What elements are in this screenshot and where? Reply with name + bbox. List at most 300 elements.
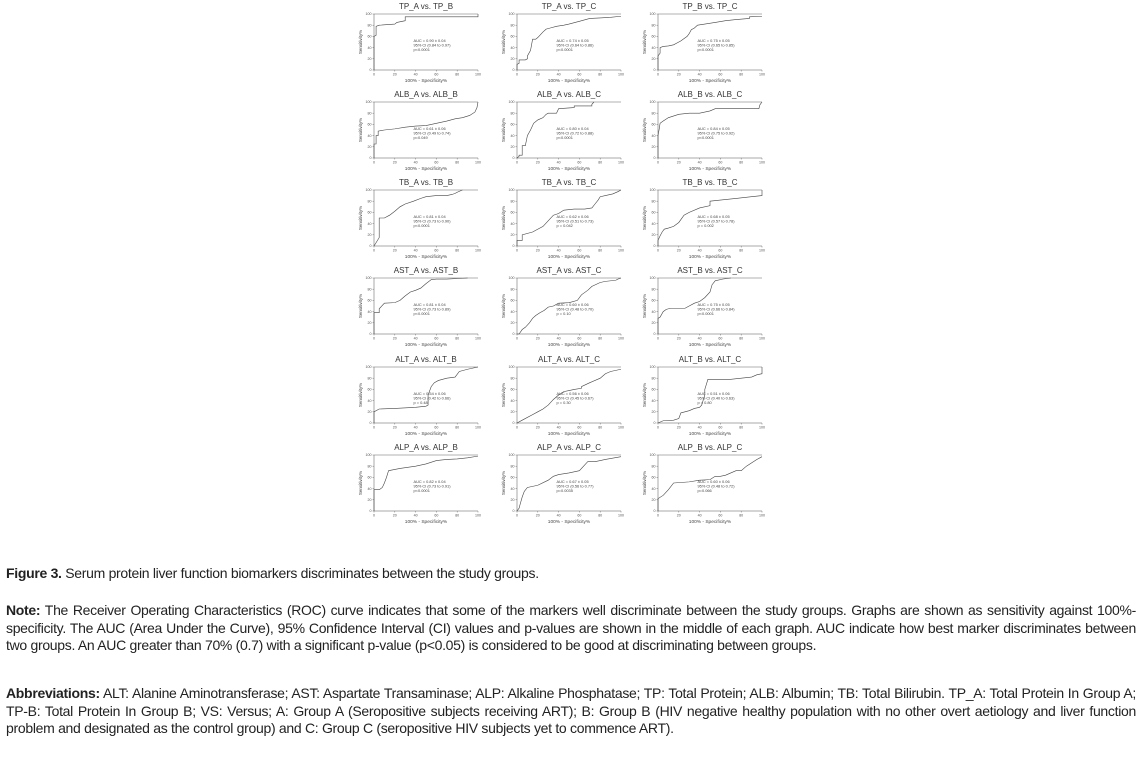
x-axis-label: 100% - Specificity% — [688, 167, 732, 172]
y-tick-label: 80 — [651, 23, 656, 28]
y-tick-label: 80 — [510, 199, 515, 204]
y-tick-label: 40 — [651, 133, 656, 138]
y-tick-label: 60 — [510, 387, 515, 392]
stat-line: AUC = 0.74 ± 0.05 — [556, 38, 589, 43]
y-tick-label: 20 — [651, 321, 656, 325]
x-axis-label: 100% - Specificity% — [404, 432, 448, 437]
roc-chart — [501, 0, 641, 92]
stat-line: AUC = 0.84 ± 0.05 — [697, 126, 730, 131]
stat-line: 95% CI (0.40 to 0.63) — [697, 395, 735, 401]
x-axis-label: 100% - Specificity% — [688, 343, 732, 348]
stat-line: AUC = 0.75 ± 0.05 — [697, 302, 730, 307]
y-tick-label: 40 — [367, 221, 372, 226]
y-tick-label: 60 — [510, 475, 515, 480]
x-tick-label: 60 — [434, 336, 439, 341]
roc-chart — [501, 441, 641, 533]
y-axis-label: Sensitivity% — [501, 117, 506, 143]
stat-line: AUC = 0.90 ± 0.04 — [413, 38, 446, 43]
chart-title: TB_A vs. TB_B — [398, 178, 454, 187]
roc-panel — [642, 0, 782, 90]
stat-line: p<0.0001 — [697, 135, 714, 141]
y-tick-label: 80 — [367, 464, 372, 469]
x-tick-label: 20 — [392, 425, 397, 430]
y-axis-label: Sensitivity% — [501, 205, 506, 231]
roc-chart — [358, 176, 498, 268]
x-tick-label: 20 — [392, 248, 397, 253]
x-tick-label: 60 — [718, 336, 723, 341]
x-tick-label: 40 — [556, 336, 561, 341]
y-tick-label: 80 — [510, 23, 515, 28]
y-tick-label: 60 — [510, 122, 515, 127]
x-tick-label: 40 — [413, 425, 418, 430]
stat-line: 95% CI (0.57 to 0.78) — [697, 218, 735, 224]
stat-line: p<0.0001 — [556, 135, 573, 141]
stat-line: p<0.0001 — [413, 311, 430, 317]
x-tick-label: 40 — [697, 248, 702, 253]
x-axis-label: 100% - Specificity% — [404, 255, 448, 260]
y-tick-label: 80 — [510, 464, 515, 469]
y-axis-label: Sensitivity% — [358, 293, 363, 319]
roc-panel — [358, 0, 498, 90]
y-tick-label: 0 — [369, 509, 372, 514]
x-tick-label: 60 — [718, 72, 723, 77]
chart-title: TB_B vs. TB_C — [682, 178, 738, 187]
y-tick-label: 20 — [651, 410, 656, 414]
y-tick-label: 0 — [653, 68, 656, 73]
y-tick-label: 20 — [510, 498, 515, 502]
y-axis-label: Sensitivity% — [642, 117, 647, 143]
y-tick-label: 40 — [651, 221, 656, 226]
y-tick-label: 60 — [651, 298, 656, 303]
y-tick-label: 60 — [367, 387, 372, 392]
note-text: The Receiver Operating Characteristics (ROC) curve indicates that some of the markers well discriminate between the study groups. Graphs are shown as sensitivity against 100%-specificity. The AUC (Area Under the Curve), 95% Confidence Interval (CI) values and p-values are shown in the middle of each graph. AUC indicate how best marker discriminates between two groups. An AUC greater than 70% (0.7) with a significant p-value (p<0.05) is considered to be good at discriminating between groups. — [6, 602, 1136, 653]
roc-chart — [642, 264, 782, 356]
y-tick-label: 60 — [651, 387, 656, 392]
x-tick-label: 20 — [676, 336, 681, 341]
y-tick-label: 20 — [367, 321, 372, 325]
stat-line: 95% CI (0.51 to 0.73) — [556, 218, 594, 224]
y-tick-label: 100 — [649, 276, 656, 281]
y-axis-label: Sensitivity% — [642, 293, 647, 319]
y-axis-label: Sensitivity% — [358, 205, 363, 231]
x-tick-label: 80 — [739, 425, 744, 430]
y-tick-label: 0 — [653, 421, 656, 426]
abbreviations-label: Abbreviations: — [6, 685, 100, 701]
y-tick-label: 40 — [367, 309, 372, 314]
x-tick-label: 80 — [598, 72, 603, 77]
y-tick-label: 0 — [512, 509, 515, 514]
roc-chart — [358, 0, 498, 92]
x-tick-label: 60 — [434, 425, 439, 430]
x-tick-label: 0 — [657, 336, 659, 341]
y-tick-label: 20 — [367, 410, 372, 414]
stat-line: 95% CI (0.84 to 0.97) — [413, 42, 451, 48]
chart-title: AST_B vs. AST_C — [677, 266, 743, 275]
x-tick-label: 40 — [697, 336, 702, 341]
y-tick-label: 60 — [651, 34, 656, 39]
y-tick-label: 20 — [651, 233, 656, 237]
stat-line: AUC = 0.82 ± 0.04 — [413, 479, 446, 484]
x-tick-label: 60 — [434, 160, 439, 165]
y-tick-label: 20 — [367, 145, 372, 149]
y-tick-label: 80 — [367, 23, 372, 28]
y-tick-label: 100 — [649, 12, 656, 17]
x-tick-label: 40 — [556, 160, 561, 165]
y-tick-label: 0 — [512, 332, 515, 337]
x-tick-label: 0 — [373, 248, 375, 253]
y-tick-label: 0 — [653, 156, 656, 161]
x-tick-label: 0 — [657, 160, 659, 165]
roc-panel — [501, 88, 641, 178]
roc-panel — [501, 353, 641, 443]
stat-line: 95% CI (0.75 to 0.92) — [697, 130, 735, 136]
x-tick-label: 80 — [455, 513, 460, 518]
stat-line: 95% CI (0.72 to 0.88) — [556, 130, 594, 136]
x-axis-label: 100% - Specificity% — [404, 167, 448, 172]
x-tick-label: 0 — [373, 513, 375, 518]
chart-title: ALT_A vs. ALT_B — [395, 355, 457, 364]
roc-chart — [358, 88, 498, 180]
x-tick-label: 20 — [535, 513, 540, 518]
x-tick-label: 100 — [759, 425, 765, 430]
x-tick-label: 20 — [392, 160, 397, 165]
x-tick-label: 0 — [516, 336, 518, 341]
stat-line: p=0.0035 — [556, 488, 573, 494]
x-axis-label: 100% - Specificity% — [547, 520, 591, 525]
x-tick-label: 0 — [657, 513, 659, 518]
y-axis-label: Sensitivity% — [358, 117, 363, 143]
x-tick-label: 40 — [697, 72, 702, 77]
note-label: Note: — [6, 602, 41, 618]
y-axis-label: Sensitivity% — [501, 382, 506, 408]
x-tick-label: 20 — [676, 160, 681, 165]
x-tick-label: 60 — [718, 513, 723, 518]
figure-abbreviations — [6, 685, 1136, 738]
roc-chart — [642, 0, 782, 92]
x-tick-label: 80 — [598, 248, 603, 253]
y-tick-label: 40 — [510, 486, 515, 491]
x-tick-label: 80 — [598, 160, 603, 165]
y-tick-label: 20 — [510, 410, 515, 414]
roc-panel — [358, 264, 498, 354]
y-tick-label: 60 — [367, 122, 372, 127]
roc-panel — [642, 441, 782, 531]
x-tick-label: 40 — [413, 513, 418, 518]
x-tick-label: 20 — [676, 248, 681, 253]
x-tick-label: 0 — [657, 425, 659, 430]
x-tick-label: 80 — [598, 513, 603, 518]
roc-panel — [642, 353, 782, 443]
y-tick-label: 20 — [367, 57, 372, 61]
x-tick-label: 0 — [516, 425, 518, 430]
x-tick-label: 80 — [455, 425, 460, 430]
x-tick-label: 60 — [577, 248, 582, 253]
x-tick-label: 0 — [516, 513, 518, 518]
roc-panel — [358, 88, 498, 178]
x-tick-label: 100 — [759, 248, 765, 253]
y-tick-label: 60 — [651, 122, 656, 127]
y-tick-label: 100 — [365, 188, 372, 193]
x-tick-label: 20 — [535, 248, 540, 253]
y-tick-label: 80 — [510, 111, 515, 116]
roc-chart — [642, 353, 782, 445]
chart-title: ALB_A vs. ALB_B — [394, 90, 458, 99]
y-tick-label: 40 — [651, 45, 656, 50]
y-axis-label: Sensitivity% — [501, 293, 506, 319]
y-tick-label: 60 — [510, 34, 515, 39]
y-tick-label: 20 — [510, 145, 515, 149]
y-tick-label: 100 — [649, 100, 656, 105]
y-tick-label: 20 — [510, 57, 515, 61]
y-tick-label: 100 — [508, 276, 515, 281]
y-tick-label: 40 — [367, 133, 372, 138]
stat-line: p<0.0001 — [556, 47, 573, 53]
chart-title: ALB_A vs. ALB_C — [536, 90, 602, 99]
x-tick-label: 60 — [718, 160, 723, 165]
x-tick-label: 0 — [373, 336, 375, 341]
y-tick-label: 40 — [651, 486, 656, 491]
y-tick-label: 0 — [512, 68, 515, 73]
x-tick-label: 20 — [392, 513, 397, 518]
x-tick-label: 100 — [475, 248, 481, 253]
x-tick-label: 20 — [676, 72, 681, 77]
y-tick-label: 60 — [510, 298, 515, 303]
y-tick-label: 0 — [369, 421, 372, 426]
y-tick-label: 20 — [651, 498, 656, 502]
y-axis-label: Sensitivity% — [642, 205, 647, 231]
x-tick-label: 40 — [556, 72, 561, 77]
y-tick-label: 100 — [365, 100, 372, 105]
figure-label: Figure 3. — [6, 565, 62, 581]
roc-panel — [358, 176, 498, 266]
y-tick-label: 20 — [367, 233, 372, 237]
x-axis-label: 100% - Specificity% — [404, 520, 448, 525]
roc-chart — [501, 264, 641, 356]
x-tick-label: 0 — [516, 160, 518, 165]
x-tick-label: 80 — [598, 336, 603, 341]
y-tick-label: 0 — [512, 421, 515, 426]
x-tick-label: 80 — [739, 336, 744, 341]
x-tick-label: 100 — [475, 72, 481, 77]
x-tick-label: 40 — [413, 72, 418, 77]
y-tick-label: 100 — [365, 276, 372, 281]
x-tick-label: 40 — [697, 513, 702, 518]
x-axis-label: 100% - Specificity% — [547, 343, 591, 348]
chart-title: AST_A vs. AST_C — [536, 266, 602, 275]
x-tick-label: 20 — [676, 513, 681, 518]
roc-panel — [501, 441, 641, 531]
x-axis-label: 100% - Specificity% — [688, 255, 732, 260]
x-tick-label: 20 — [676, 425, 681, 430]
x-tick-label: 100 — [759, 513, 765, 518]
y-tick-label: 40 — [510, 45, 515, 50]
y-tick-label: 0 — [369, 156, 372, 161]
y-tick-label: 40 — [510, 221, 515, 226]
x-tick-label: 20 — [535, 425, 540, 430]
x-tick-label: 60 — [577, 336, 582, 341]
x-tick-label: 100 — [618, 72, 624, 77]
stat-line: p=0.066 — [697, 488, 712, 494]
y-tick-label: 80 — [367, 199, 372, 204]
y-tick-label: 100 — [508, 12, 515, 17]
stat-line: AUC = 0.56 ± 0.06 — [556, 391, 589, 396]
x-tick-label: 60 — [434, 72, 439, 77]
roc-chart — [501, 88, 641, 180]
x-tick-label: 40 — [556, 248, 561, 253]
y-tick-label: 80 — [651, 111, 656, 116]
x-tick-label: 40 — [413, 160, 418, 165]
y-axis-label: Sensitivity% — [358, 382, 363, 408]
x-tick-label: 80 — [739, 72, 744, 77]
stat-line: p<0.0001 — [413, 488, 430, 494]
chart-title: TP_B vs. TP_C — [682, 2, 738, 11]
chart-title: ALT_B vs. ALT_C — [678, 355, 742, 364]
stat-line: AUC = 0.75 ± 0.05 — [697, 38, 730, 43]
abbreviations-text: ALT: Alanine Aminotransferase; AST: Aspartate Transaminase; ALP: Alkaline Phosphatase; TP: Total Protein; ALB: Albumin; TB: Total Bilirubin. TP_A: Total Protein In Group A; TP-B: Total Protein In Group B; VS: Versus; A: Group A (Seropositive subjects receiving ART); B: Group B (HIV negative healthy population with no other overt aetiology and liver function problem and designated as the control group) and C: Group C (seropositive HIV subjects yet to commence ART). — [6, 685, 1136, 736]
x-tick-label: 100 — [759, 336, 765, 341]
stat-line: AUC = 0.67 ± 0.05 — [556, 479, 589, 484]
stat-line: AUC = 0.54 ± 0.06 — [413, 391, 446, 396]
x-tick-label: 60 — [577, 72, 582, 77]
y-axis-label: Sensitivity% — [642, 29, 647, 55]
y-tick-label: 100 — [508, 100, 515, 105]
x-tick-label: 100 — [759, 160, 765, 165]
stat-line: 95% CI (0.66 to 0.84) — [697, 306, 735, 312]
x-axis-label: 100% - Specificity% — [547, 167, 591, 172]
y-tick-label: 0 — [369, 244, 372, 249]
stat-line: 95% CI (0.49 to 0.74) — [413, 130, 451, 136]
roc-panel — [501, 176, 641, 266]
roc-panel-grid — [358, 0, 788, 552]
x-axis-label: 100% - Specificity% — [688, 432, 732, 437]
roc-chart — [501, 353, 641, 445]
roc-panel — [358, 441, 498, 531]
x-axis-label: 100% - Specificity% — [688, 79, 732, 84]
chart-title: TP_A vs. TP_B — [398, 2, 454, 11]
stat-line: p<0.0001 — [697, 47, 714, 53]
roc-panel — [501, 0, 641, 90]
y-tick-label: 20 — [651, 57, 656, 61]
stat-line: p = 0.002 — [697, 223, 714, 229]
stat-line: AUC = 0.61 ± 0.06 — [413, 126, 446, 131]
y-tick-label: 60 — [510, 210, 515, 215]
stat-line: p=0.049 — [413, 135, 428, 141]
x-tick-label: 0 — [373, 425, 375, 430]
y-tick-label: 60 — [367, 34, 372, 39]
x-tick-label: 80 — [455, 72, 460, 77]
x-tick-label: 20 — [535, 72, 540, 77]
y-tick-label: 100 — [365, 453, 372, 458]
y-axis-label: Sensitivity% — [642, 382, 647, 408]
stat-line: 95% CI (0.65 to 0.85) — [697, 42, 735, 48]
x-tick-label: 0 — [373, 160, 375, 165]
chart-title: ALP_A vs. ALP_C — [536, 443, 602, 452]
figure-caption-text: Serum protein liver function biomarkers discriminates between the study groups. — [61, 565, 539, 581]
chart-title: ALT_A vs. ALT_C — [538, 355, 600, 364]
y-tick-label: 100 — [365, 12, 372, 17]
roc-chart — [642, 176, 782, 268]
x-tick-label: 20 — [392, 336, 397, 341]
stat-line: AUC = 0.81 ± 0.04 — [413, 302, 446, 307]
x-tick-label: 100 — [475, 425, 481, 430]
y-tick-label: 40 — [651, 398, 656, 403]
x-tick-label: 0 — [657, 248, 659, 253]
stat-line: 95% CI (0.42 to 0.66) — [413, 395, 451, 401]
y-tick-label: 60 — [367, 298, 372, 303]
y-tick-label: 40 — [367, 398, 372, 403]
x-tick-label: 40 — [697, 160, 702, 165]
x-tick-label: 60 — [577, 425, 582, 430]
stat-line: 95% CI (0.64 to 0.86) — [556, 42, 594, 48]
x-tick-label: 100 — [618, 248, 624, 253]
x-tick-label: 60 — [577, 160, 582, 165]
x-tick-label: 0 — [657, 72, 659, 77]
stat-line: 95% CI (0.48 to 0.70) — [556, 306, 594, 312]
x-tick-label: 100 — [475, 160, 481, 165]
stat-line: AUC = 0.81 ± 0.04 — [413, 214, 446, 219]
y-tick-label: 80 — [510, 287, 515, 292]
x-axis-label: 100% - Specificity% — [404, 79, 448, 84]
y-tick-label: 60 — [367, 475, 372, 480]
x-axis-label: 100% - Specificity% — [688, 520, 732, 525]
stat-line: p = 0.30 — [556, 400, 571, 406]
stat-line: p = 0.48 — [413, 400, 428, 406]
x-tick-label: 60 — [718, 425, 723, 430]
roc-panel — [642, 264, 782, 354]
x-tick-label: 40 — [556, 513, 561, 518]
stat-line: 95% CI (0.73 to 0.89) — [413, 306, 451, 312]
chart-title: ALB_B vs. ALB_C — [677, 90, 743, 99]
x-tick-label: 40 — [697, 425, 702, 430]
x-tick-label: 0 — [516, 248, 518, 253]
roc-chart — [642, 441, 782, 533]
stat-line: p = 0.042 — [556, 223, 573, 229]
y-tick-label: 80 — [651, 464, 656, 469]
y-tick-label: 100 — [649, 453, 656, 458]
x-tick-label: 40 — [413, 248, 418, 253]
x-tick-label: 20 — [535, 336, 540, 341]
stat-line: p = 0.10 — [556, 311, 571, 317]
y-tick-label: 80 — [367, 111, 372, 116]
x-axis-label: 100% - Specificity% — [547, 432, 591, 437]
y-axis-label: Sensitivity% — [642, 470, 647, 496]
y-tick-label: 60 — [367, 210, 372, 215]
x-tick-label: 20 — [392, 72, 397, 77]
stat-line: 95% CI (0.73 to 0.90) — [413, 218, 451, 224]
stat-line: 95% CI (0.45 to 0.67) — [556, 395, 594, 401]
y-tick-label: 80 — [651, 376, 656, 381]
stat-line: 95% CI (0.56 to 0.77) — [556, 483, 594, 489]
x-tick-label: 100 — [618, 513, 624, 518]
x-tick-label: 100 — [759, 72, 765, 77]
y-tick-label: 80 — [367, 376, 372, 381]
x-tick-label: 60 — [434, 513, 439, 518]
y-tick-label: 100 — [508, 188, 515, 193]
y-tick-label: 100 — [649, 365, 656, 370]
y-tick-label: 40 — [367, 486, 372, 491]
x-tick-label: 40 — [413, 336, 418, 341]
stat-line: AUC = 0.51 ± 0.06 — [697, 391, 730, 396]
chart-title: ALP_A vs. ALP_B — [394, 443, 458, 452]
y-axis-label: Sensitivity% — [358, 29, 363, 55]
stat-line: AUC = 0.62 ± 0.06 — [556, 214, 589, 219]
y-tick-label: 40 — [651, 309, 656, 314]
y-tick-label: 40 — [367, 45, 372, 50]
y-tick-label: 40 — [510, 133, 515, 138]
y-tick-label: 40 — [510, 398, 515, 403]
y-tick-label: 20 — [510, 233, 515, 237]
stat-line: AUC = 0.60 ± 0.06 — [556, 302, 589, 307]
